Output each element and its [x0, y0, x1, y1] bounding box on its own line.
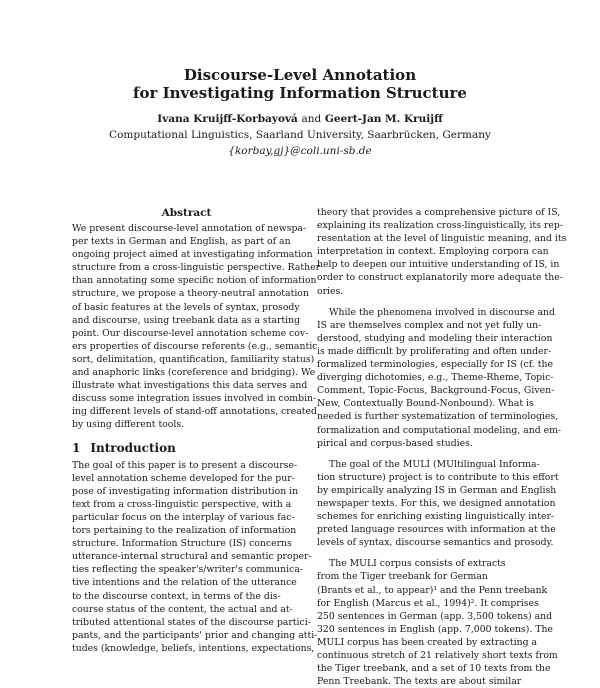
text-line: The goal of the MULI (MUltilingual Informa- [329, 458, 540, 470]
intro-line: tributed attentional states of the discourse partici- [72, 616, 311, 628]
intro-line: ties reflecting the speaker's/writer's communica- [72, 564, 303, 576]
abstract-line: by using different tools. [72, 419, 185, 431]
author-block [0, 111, 600, 159]
text-line: diverging dichotomies, e.g., Theme-Rheme, Topic- [317, 372, 554, 384]
abstract-line: and anaphoric links (coreference and bridging). We [72, 367, 316, 379]
abstract-line: structure from a cross-linguistic perspective. Rather [72, 262, 321, 274]
abstract-line: ers properties of discourse referents (e.g., semantic [72, 340, 318, 352]
text-line: MULI corpus has been created by extracting a [317, 636, 538, 648]
abstract-line: discuss some integration issues involved in combin- [72, 393, 317, 405]
intro-line: tudes (knowledge, beliefs, intentions, expectations, [72, 642, 315, 654]
abstract-line: of basic features at the levels of syntax, prosody [72, 301, 300, 313]
text-line: by empirically analyzing IS in German and English [317, 484, 557, 496]
intro-line: tive intentions and the relation of the utterance [72, 577, 297, 589]
text-line: needed is further systematization of terminologies, [317, 411, 559, 423]
paragraph-3 [317, 458, 559, 550]
text-line: order to construct explanatorily more adequate the- [317, 272, 563, 284]
text-line: IS are themselves complex and not yet fully un- [317, 319, 542, 331]
section-title: Introduction [90, 440, 176, 455]
text-line: help to deepen our intuitive understanding of IS, in [317, 259, 560, 271]
author-1: Ivana Kruijff-Korbayová [157, 113, 298, 125]
left-column [72, 206, 321, 655]
text-line: from the Tiger treebank for German [317, 571, 488, 583]
text-line: pirical and corpus-based studies. [317, 437, 473, 449]
affiliation: Computational Linguistics, Saarland University, Saarbrücken, Germany [109, 129, 491, 141]
text-line: explaining its realization cross-linguistically, its rep- [317, 220, 563, 232]
intro-line: utterance-internal structural and semantic proper- [72, 551, 312, 563]
abstract-heading: Abstract [161, 207, 212, 219]
intro-line: tors pertaining to the realization of information [72, 525, 297, 537]
intro-line: structure. Information Structure (IS) concerns [72, 538, 292, 550]
paragraph-4 [317, 557, 558, 688]
author-names [0, 111, 600, 127]
text-line: continuous stretch of 21 relatively short texts from [317, 650, 558, 661]
abstract-line: point. Our discourse-level annotation scheme cov- [72, 327, 309, 339]
intro-line: pose of investigating information distribution in [72, 485, 299, 497]
text-line: levels of syntax, discourse semantics and prosody. [317, 537, 554, 549]
text-line: derstood, studying and modeling their interaction [317, 332, 553, 344]
text-line: The MULI corpus consists of extracts [329, 558, 506, 570]
introduction-body [72, 459, 318, 655]
abstract-line: ing different levels of stand-off annotations, created [72, 406, 317, 418]
paragraph-1 [317, 206, 567, 298]
paper-title [0, 66, 600, 102]
text-line: interpretation in context. Employing corpora can [317, 246, 549, 258]
intro-line: level annotation scheme developed for the pur- [72, 472, 295, 484]
author-2: Geert-Jan M. Kruijff [324, 113, 443, 125]
author-separator: and [301, 113, 322, 125]
abstract-line: than annotating some specific notion of information [72, 275, 317, 287]
text-line: formalization and computational modeling, and em- [317, 424, 562, 436]
title-line-2: for Investigating Information Structure [133, 84, 467, 102]
abstract-line: illustrate what investigations this data serves and [72, 380, 308, 392]
intro-line: course status of the content, the actual and at- [72, 603, 293, 615]
abstract-body [72, 222, 321, 432]
abstract-line: and discourse, using treebank data as a starting [72, 314, 301, 326]
text-line: 320 sentences in English (app. 7,000 tokens). The [317, 623, 553, 635]
text-line: schemes for enriching existing linguistically inter- [317, 511, 555, 523]
section-number: 1 [72, 440, 81, 455]
text-line: Comment, Topic-Focus, Background-Focus, Given- [317, 385, 555, 397]
right-column [317, 206, 567, 688]
text-line: (Brants et al., to appear)¹ and the Penn treebank [317, 584, 548, 596]
intro-line: pants, and the participants' prior and changing atti- [72, 629, 318, 641]
intro-line: particular focus on the interplay of various fac- [72, 511, 295, 523]
intro-line: to the discourse context, in terms of the dis- [72, 590, 281, 602]
text-line: newspaper texts. For this, we designed annotation [317, 497, 556, 509]
text-line: for English (Marcus et al., 1994)². It comprises [317, 597, 539, 609]
text-line: tion structure) project is to contribute to this effort [317, 471, 559, 483]
abstract-line: sort, delimitation, quantification, familiarity status) [72, 353, 315, 365]
section-heading-introduction [72, 442, 301, 455]
text-line: 250 sentences in German (app. 3,500 tokens) and [317, 610, 553, 622]
text-line: While the phenomena involved in discourse and [329, 306, 555, 318]
intro-line: The goal of this paper is to present a discourse- [72, 459, 298, 471]
text-line: is made difficult by proliferating and often under- [317, 345, 552, 357]
abstract-line: We present discourse-level annotation of newspa- [72, 223, 307, 234]
text-line: the Tiger treebank, and a set of 10 texts from the [317, 663, 551, 675]
abstract-line: per texts in German and English, as part of an [72, 236, 291, 248]
text-line: preted language resources with information at the [317, 524, 556, 536]
text-line: New, Contextually Bound-Nonbound). What is [317, 398, 534, 410]
text-line: theory that provides a comprehensive picture of IS, [317, 207, 561, 218]
paragraph-2 [317, 306, 562, 450]
text-line: resentation at the level of linguistic meaning, and its [317, 233, 567, 245]
abstract-line: ongoing project aimed at investigating information [72, 249, 313, 261]
text-line: ories. [317, 285, 344, 297]
author-email: {korbay,gj}@coli.uni-sb.de [228, 145, 372, 157]
intro-line: text from a cross-linguistic perspective, with a [72, 498, 292, 510]
text-line: formalized terminologies, especially for IS (cf. the [317, 359, 553, 371]
title-line-1: Discourse-Level Annotation [183, 66, 417, 84]
abstract-line: structure, we propose a theory-neutral annotation [72, 288, 309, 300]
text-line: Penn Treebank. The texts are about similar [317, 676, 522, 688]
